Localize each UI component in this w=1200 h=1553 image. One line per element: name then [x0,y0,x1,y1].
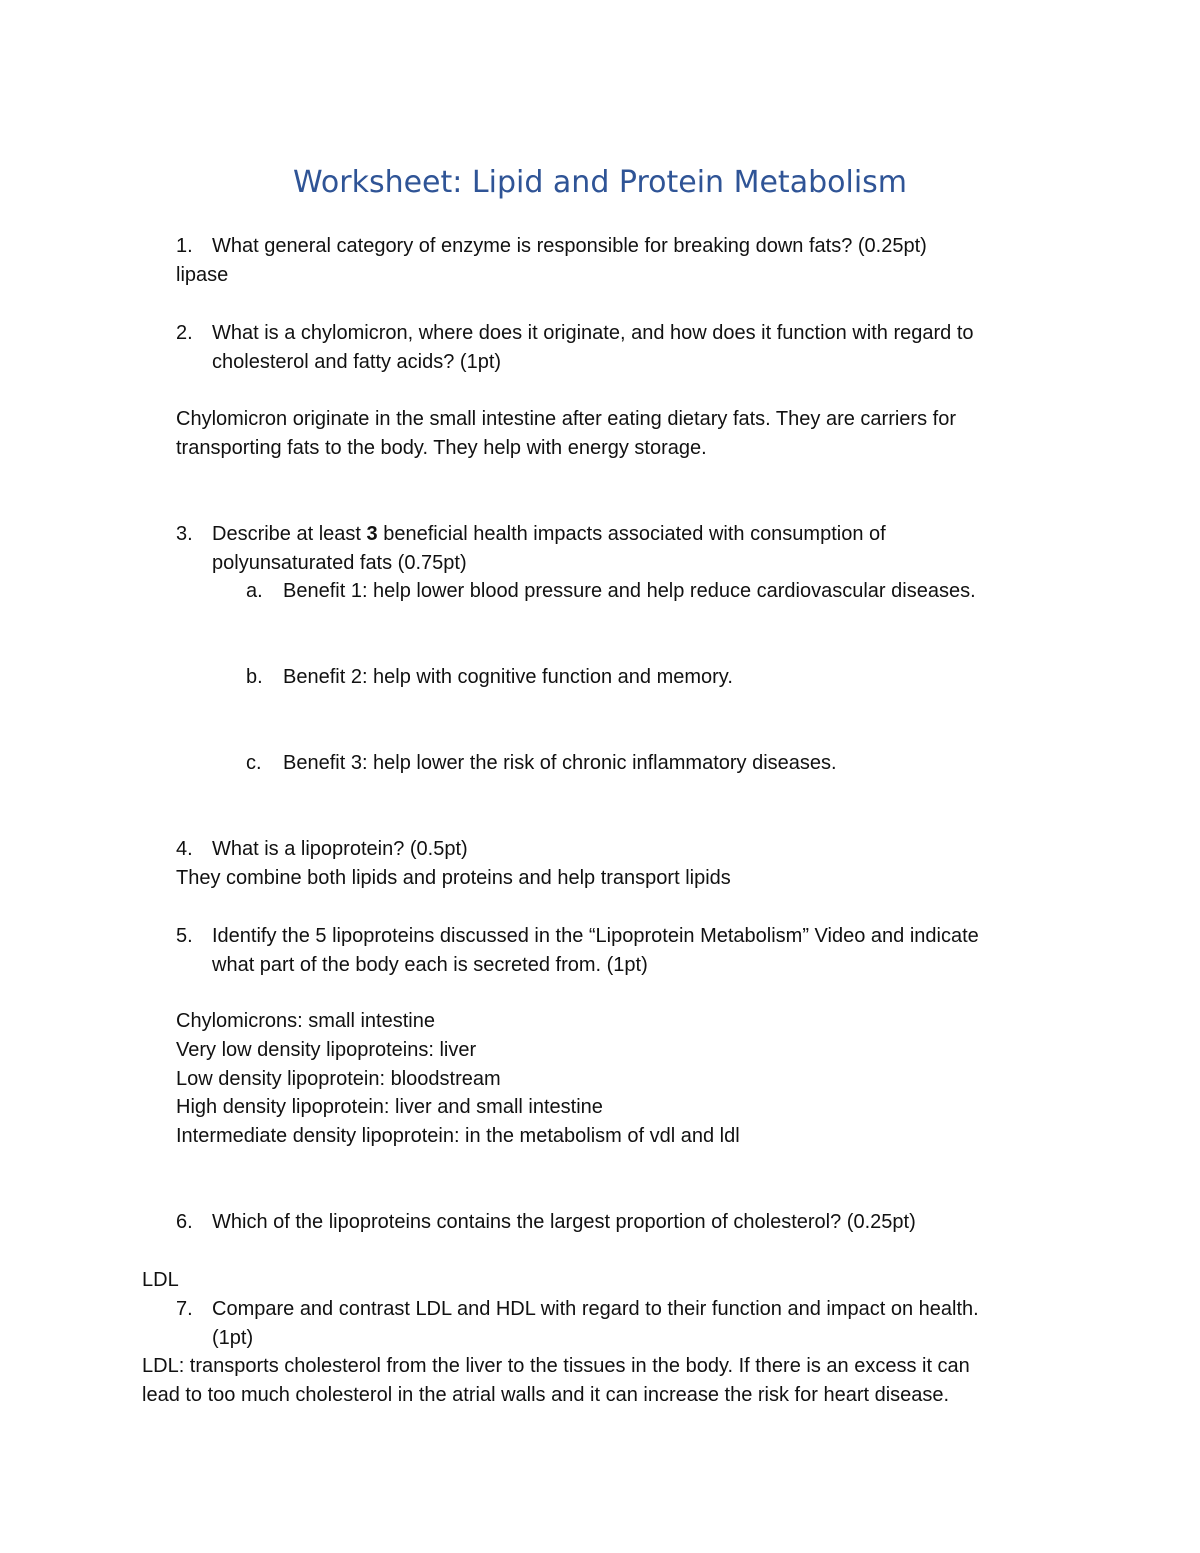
question-2-number: 2. [176,322,193,344]
question-1-number: 1. [176,235,193,257]
question-7-number: 7. [176,1298,193,1320]
question-7-line-1: Compare and contrast LDL and HDL with regard to their function and impact on health. [212,1298,979,1320]
question-5-number: 5. [176,925,193,947]
question-7-line-2: (1pt) [212,1327,254,1349]
page-title: Worksheet: Lipid and Protein Metabolism [292,165,908,200]
lipoprotein-answer-2: Very low density lipoproteins: liver [176,1039,477,1061]
question-3-number: 3. [176,523,193,545]
question-1-answer: lipase [176,264,229,286]
benefit-c-letter: c. [246,752,262,774]
question-3-line-2: polyunsaturated fats (0.75pt) [212,552,467,574]
question-6-number: 6. [176,1211,193,1233]
question-7-answer-line-1: LDL: transports cholesterol from the liver to the tissues in the body. If there is an excess it can [142,1355,970,1377]
question-6-answer: LDL [142,1269,179,1291]
question-2-answer-line-2: transporting fats to the body. They help with energy storage. [176,437,707,459]
question-2-answer-line-1: Chylomicron originate in the small intestine after eating dietary fats. They are carriers for [176,408,956,430]
question-4-text: What is a lipoprotein? (0.5pt) [212,838,468,860]
question-3-emphasis: 3 [366,523,378,545]
lipoprotein-answer-3: Low density lipoprotein: bloodstream [176,1068,501,1090]
benefit-c-text: Benefit 3: help lower the risk of chronic inflammatory diseases. [283,752,837,774]
question-4-number: 4. [176,838,193,860]
question-6-text: Which of the lipoproteins contains the largest proportion of cholesterol? (0.25pt) [212,1211,916,1233]
question-2-line-1: What is a chylomicron, where does it originate, and how does it function with regard to [212,322,974,344]
benefit-b-letter: b. [246,666,263,688]
benefit-a-letter: a. [246,580,263,602]
question-4-answer: They combine both lipids and proteins and help transport lipids [176,867,731,889]
question-5-line-2: what part of the body each is secreted from. (1pt) [212,954,648,976]
question-5-line-1: Identify the 5 lipoproteins discussed in the “Lipoprotein Metabolism” Video and indicate [212,925,979,947]
question-3-line-1: Describe at least 3 beneficial health impacts associated with consumption of [212,523,886,545]
question-7-answer-line-2: lead to too much cholesterol in the atrial walls and it can increase the risk for heart disease. [142,1384,950,1406]
lipoprotein-answer-5: Intermediate density lipoprotein: in the metabolism of vdl and ldl [176,1125,740,1147]
lipoprotein-answer-1: Chylomicrons: small intestine [176,1010,435,1032]
question-2-line-2: cholesterol and fatty acids? (1pt) [212,351,502,373]
lipoprotein-answer-4: High density lipoprotein: liver and small intestine [176,1096,603,1118]
benefit-a-text: Benefit 1: help lower blood pressure and help reduce cardiovascular diseases. [283,580,976,602]
benefit-b-text: Benefit 2: help with cognitive function and memory. [283,666,733,688]
question-1-text: What general category of enzyme is responsible for breaking down fats? (0.25pt) [212,235,927,257]
